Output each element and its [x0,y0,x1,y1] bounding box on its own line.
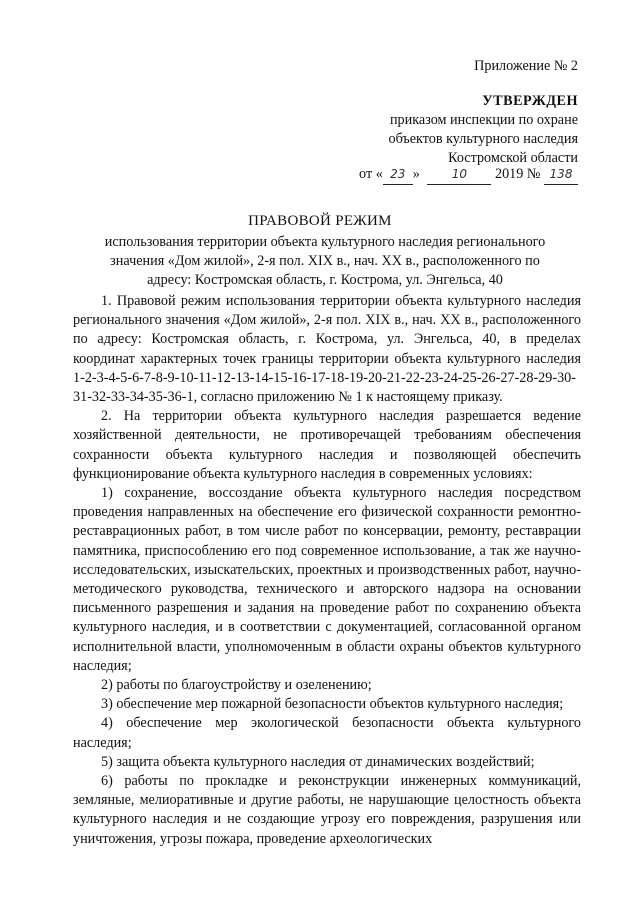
list-item: 1) сохранение, воссоздание объекта культурного наследия посредством проведения направленных на обеспечение его физической сохранности ремонтно-реставрационных работ, в том числе работ по консервации, ремонту, реставрации памятника, приспособлению его под современное использование, а так же научно-исследовательских, изыскательских, проектных и производственных работ, научно-методического руководства, технического и авторского надзора на основании письменного разрешения и задания на проведение работ по сохранению объекта культурного наследия, и в соответствии с документацией, согласованной органом исполнительной власти, уполномоченным в области охраны объектов культурного наследия; [73,485,581,674]
approval-line: приказом инспекции по охране [389,112,578,128]
document-body [73,292,581,849]
approval-line: объектов культурного наследия [388,131,578,147]
document-subtitle [80,233,570,290]
list-item: 3) обеспечение мер пожарной безопасности объектов культурного наследия; [101,696,564,713]
appendix-label: Приложение № 2 [474,58,578,74]
approval-block [388,111,578,168]
list-item: 5) защита объекта культурного наследия от динамических воздействий; [101,753,535,770]
date-prefix: от « [359,166,383,182]
handwritten-month: 10 [427,165,491,185]
handwritten-order-number: 138 [544,165,578,185]
date-mid: » [412,166,420,182]
list-item: 6) работы по прокладке и реконструкции инженерных коммуникаций, земляные, мелиоративные и другие работы, не нарушающие целостность объекта культурного наследия и не создающие угрозу его повреждения, разрушения или уничтожения, угрозы пожара, проведение археологических [73,773,581,847]
subtitle-line: значения «Дом жилой», 2-я пол. XIX в., нач. XX в., расположенного по [110,253,540,269]
approved-heading: УТВЕРЖДЕН [482,93,578,109]
approval-line: Костромской области [448,150,578,166]
paragraph: 2. На территории объекта культурного наследия разрешается ведение хозяйственной деятельности, не противоречащей требованиям обеспечения сохранности объекта культурного наследия и позволяющей обеспечить функционирование объекта культурного наследия в современных условиях: [73,408,581,482]
date-year-number: 2019 № [494,166,541,182]
subtitle-line: использования территории объекта культурного наследия регионального [104,234,546,250]
list-item: 4) обеспечение мер экологической безопасности объекта культурного наследия; [73,715,581,751]
handwritten-day: 23 [383,165,413,185]
subtitle-line: адресу: Костромская область, г. Кострома, ул. Энгельса, 40 [147,272,503,288]
document-title: ПРАВОВОЙ РЕЖИМ [248,213,392,229]
order-date-line [359,165,578,185]
paragraph: 1. Правовой режим использования территории объекта культурного наследия регионального значения «Дом жилой», 2-я пол. XIX в., нач. XX в., расположенного по адресу: Костромская область, г. Кострома, ул. Энгельса, 40, в пределах координат характерных точек границы территории объекта культурного наследия 1-2-3-4-5-6-7-8-9-10-11-12-13-14-15-16-17-18-19-20-21-22-23-24-25-26-27-28-29-30-31-32-33-34-35-36-1, согласно приложению № 1 к настоящему приказу. [73,293,581,406]
list-item: 2) работы по благоустройству и озеленению; [101,677,372,694]
